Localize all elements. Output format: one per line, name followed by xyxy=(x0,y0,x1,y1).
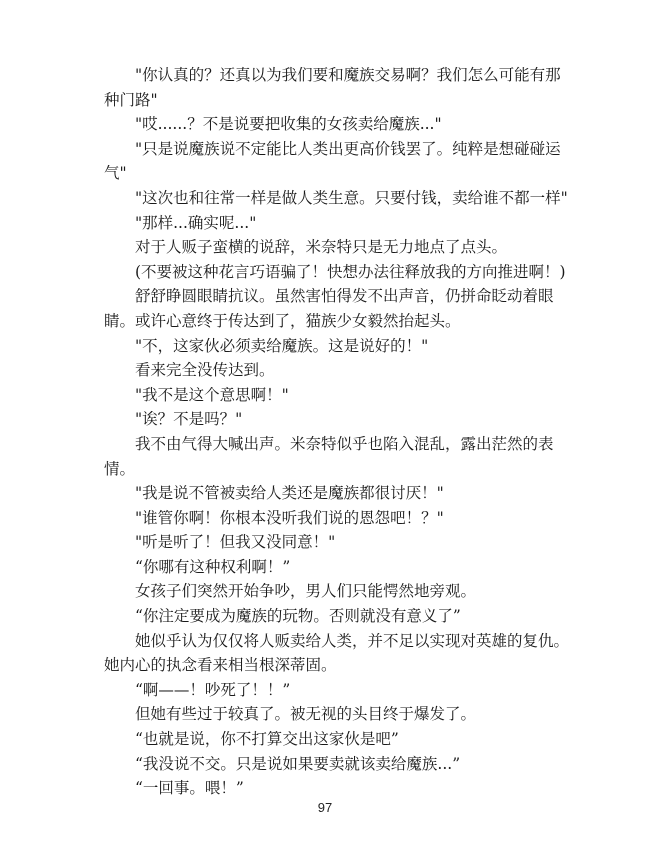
paragraph: "我是说不管被卖给人类还是魔族都很讨厌！" xyxy=(135,484,444,503)
paragraph: 看来完全没传达到。 xyxy=(135,361,275,380)
paragraph: “啊——！吵死了！！” xyxy=(135,680,291,699)
paragraph: "只是说魔族说不定能比人类出更高价钱罢了。纯粹是想碰碰运气" xyxy=(104,139,561,183)
paragraph: 她似乎认为仅仅将人贩卖给人类，并不足以实现对英雄的复仇。她内心的执念看来相当根深蒂固。 xyxy=(104,631,570,675)
paragraph: 舒舒睁圆眼睛抗议。虽然害怕得发不出声音，仍拼命眨动着眼睛。或许心意终于传达到了，猫族少女毅然抬起头。 xyxy=(104,287,554,330)
paragraph: "你认真的？还真以为我们要和魔族交易啊？我们怎么可能有那种门路" xyxy=(104,66,561,109)
paragraph: "诶？不是吗？" xyxy=(135,410,243,429)
paragraph: 女孩子们突然开始争吵，男人们只能愕然地旁观。 xyxy=(135,582,477,601)
paragraph: 但她有些过于较真了。被无视的头目终于爆发了。 xyxy=(135,705,477,724)
paragraph: (不要被这种花言巧语骗了！快想办法往释放我的方向推进啊！) xyxy=(135,262,566,281)
paragraph: “我没说不交。只是说如果要卖就该卖给魔族...” xyxy=(135,754,461,773)
paragraph: “也就是说，你不打算交出这家伙是吧” xyxy=(135,730,399,749)
page-number: 97 xyxy=(317,800,333,815)
paragraph: 对于人贩子蛮横的说辞，米奈特只是无力地点了点头。 xyxy=(135,238,508,257)
paragraph: 我不由气得大喊出声。米奈特似乎也陷入混乱，露出茫然的表情。 xyxy=(104,434,554,478)
paragraph: "这次也和往常一样是做人类生意。只要付钱，卖给谁不都一样" xyxy=(135,188,568,207)
paragraph: "听是听了！但我又没同意！" xyxy=(135,533,336,552)
paragraph: "不，这家伙必须卖给魔族。这是说好的！" xyxy=(135,336,429,355)
paragraph: "谁管你啊！你根本没听我们说的恩怨吧！？" xyxy=(135,508,444,527)
paragraph: "哎......？不是说要把收集的女孩卖给魔族..." xyxy=(135,115,442,134)
paragraph: “你哪有这种权利啊！” xyxy=(135,557,291,576)
body-text xyxy=(104,63,574,801)
paragraph: "我不是这个意思啊！" xyxy=(135,385,289,404)
paragraph: “一回事。喂！” xyxy=(135,779,244,798)
paragraph: “你注定要成为魔族的玩物。否则就没有意义了” xyxy=(135,607,461,626)
paragraph: "那样...确实呢..." xyxy=(135,213,257,232)
